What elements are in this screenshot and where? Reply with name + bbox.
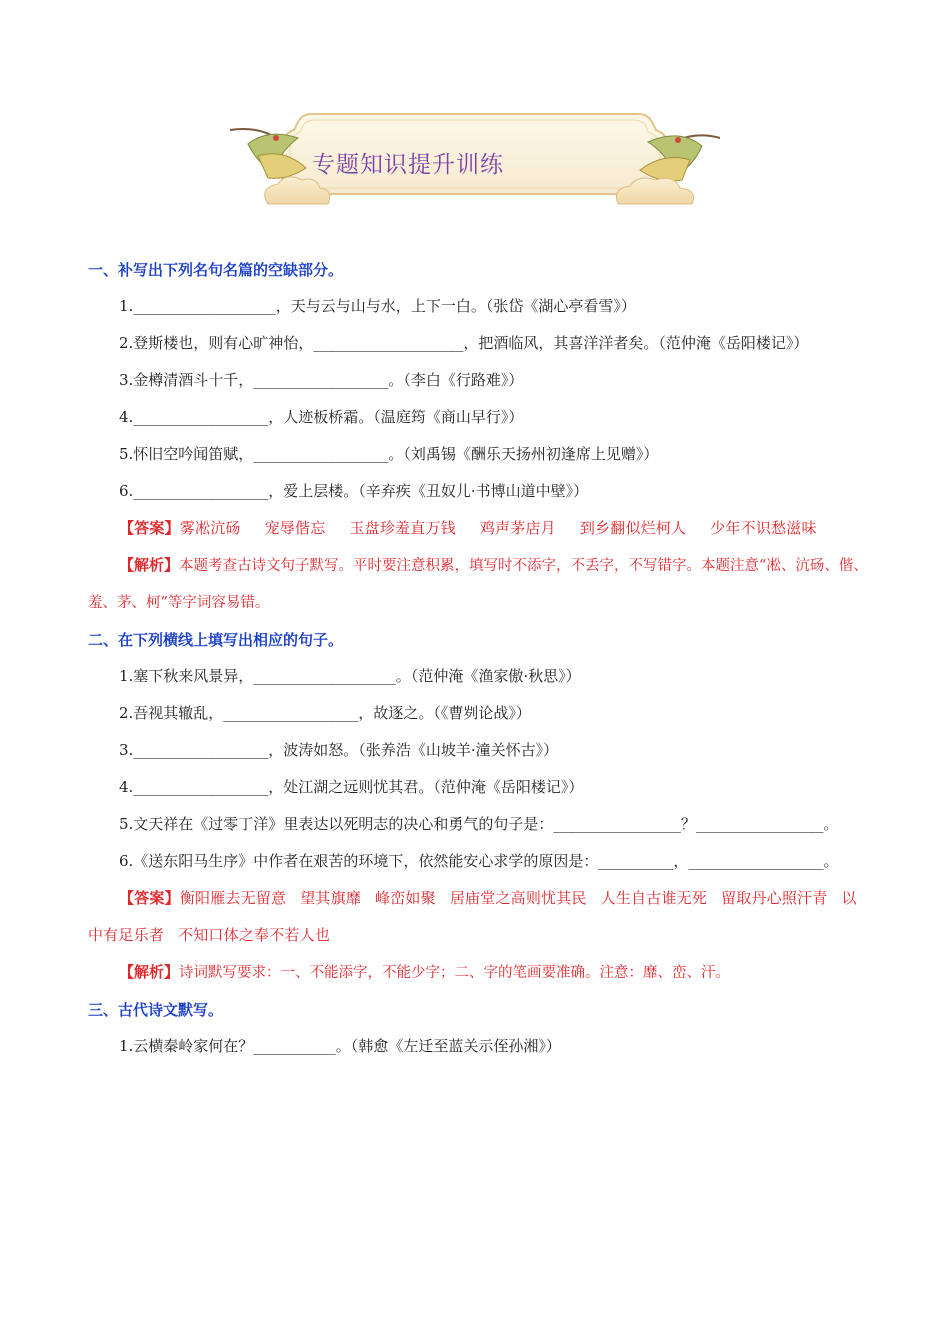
answer-item: 以中有足乐者 xyxy=(88,889,857,944)
answer-item: 衡阳雁去无留意 xyxy=(179,889,287,907)
answer-item: 居庙堂之高则忧其民 xyxy=(449,889,587,907)
question-item: 2.吾视其辙乱，__________________，故逐之。（《曹刿论战》） xyxy=(119,704,531,722)
section-heading: 三、古代诗文默写。 xyxy=(88,1001,224,1019)
explanation-text: 诗词默写要求：一、不能添字，不能少字；二、字的笔画要准确。注意：靡、峦、汗。 xyxy=(179,965,731,981)
explanation-text: 本题考查古诗文句子默写。平时要注意积累，填写时不添字，不丢字，不写错字。本题注意“凇、沆砀、偕、羞、茅、柯”等字词容易错。 xyxy=(88,558,868,611)
question-item: 1.___________________，天与云与山与水，上下一白。（张岱《湖心亭看雪》） xyxy=(119,297,636,315)
answer-item: 玉盘珍羞直万钱 xyxy=(349,519,456,537)
answer-item: 到乡翻似烂柯人 xyxy=(579,519,687,537)
question-item: 2.登斯楼也，则有心旷神怡，____________________，把酒临风，其喜洋洋者矣。（范仲淹《岳阳楼记》） xyxy=(119,334,809,352)
answer-item: 望其旗靡 xyxy=(300,889,362,907)
explanation-block xyxy=(88,954,868,992)
answer-block xyxy=(88,510,868,547)
question-item: 1.塞下秋来风景异，___________________。（范仲淹《渔家傲·秋思》） xyxy=(119,667,581,685)
section-heading: 二、在下列横线上填写出相应的句子。 xyxy=(88,631,344,649)
question-item: 4.__________________，处江湖之远则忧其君。（范仲淹《岳阳楼记》） xyxy=(119,778,584,796)
answer-item: 峰峦如聚 xyxy=(375,889,436,907)
answer-item: 人生自古谁无死 xyxy=(600,889,708,907)
document-body xyxy=(88,252,868,1065)
answer-item: 不知口体之奉不若人也 xyxy=(178,926,331,944)
question-item: 5.怀旧空吟闻笛赋，__________________。（刘禹锡《酬乐天扬州初逢席上见赠》） xyxy=(119,445,659,463)
answer-item: 宠辱偕忘 xyxy=(264,519,326,537)
page-title: 专题知识提升训练 xyxy=(312,152,504,178)
section-heading: 一、补写出下列名句名篇的空缺部分。 xyxy=(88,261,344,279)
explanation-block xyxy=(88,547,868,622)
question-item: 5.文天祥在《过零丁洋》里表达以死明志的决心和勇气的句子是：_________________？_________________。 xyxy=(119,815,839,833)
answer-item: 少年不识愁滋味 xyxy=(710,519,817,537)
answer-tag: 【答案】 xyxy=(119,519,180,537)
question-item: 1.云横秦岭家何在？___________。（韩愈《左迁至蓝关示侄孙湘》） xyxy=(119,1037,561,1055)
answer-item: 鸡声茅店月 xyxy=(479,519,556,537)
question-item: 3.金樽清酒斗十千，__________________。（李白《行路难》） xyxy=(119,371,524,389)
answer-item: 雾凇沆砀 xyxy=(179,519,241,537)
question-item: 4.__________________，人迹板桥霜。（温庭筠《商山早行》） xyxy=(119,408,524,426)
explanation-tag: 【解析】 xyxy=(119,556,180,574)
answer-tag: 【答案】 xyxy=(119,889,180,907)
answer-block xyxy=(88,880,868,954)
question-item: 6.《送东阳马生序》中作者在艰苦的环境下，依然能安心求学的原因是：__________，__________________。 xyxy=(119,852,839,870)
explanation-tag: 【解析】 xyxy=(119,963,180,981)
question-item: 6.__________________，爱上层楼。（辛弃疾《丑奴儿·书博山道中壁》） xyxy=(119,482,589,500)
answer-item: 留取丹心照汗青 xyxy=(721,889,828,907)
question-item: 3.__________________，波涛如怒。（张养浩《山坡羊·潼关怀古》） xyxy=(119,741,559,759)
